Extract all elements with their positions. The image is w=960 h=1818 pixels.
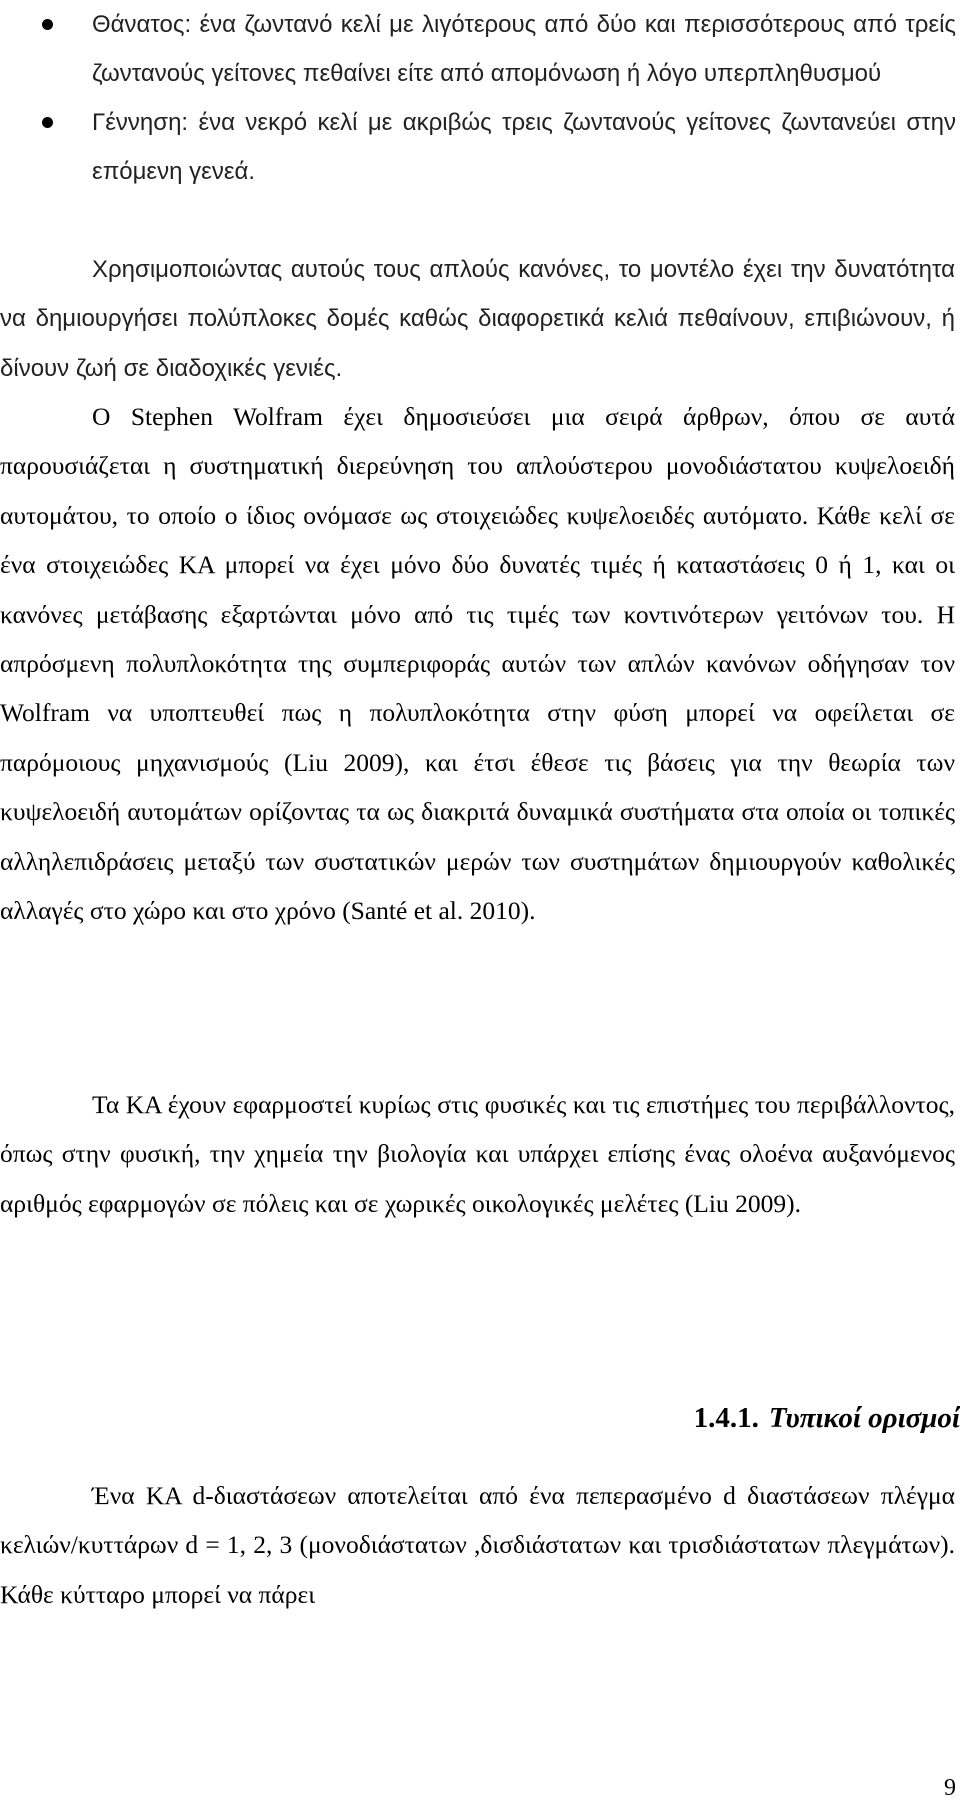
section-heading [694, 1398, 960, 1438]
page-number: 9 [944, 1775, 956, 1801]
section-title: Τυπικοί ορισμοί [768, 1402, 960, 1434]
paragraph-rules-summary: Χρησιμοποιώντας αυτούς τους απλούς κανόνες, το μοντέλο έχει την δυνατότητα να δημιουργήσει πολύπλοκες δομές καθώς διαφορετικά κελιά πεθαίνουν, επιβιώνουν, ή δίνουν ζωή σε διαδοχικές γενιές. [0, 256, 955, 382]
paragraph-wolfram: Ο Stephen Wolfram έχει δημοσιεύσει μια σειρά άρθρων, όπου σε αυτά παρουσιάζεται η συστηματική διερεύνηση του απλούστερου μονοδιάστατου κυψελοειδή αυτομάτου, το οποίο ο ίδιος ονόμασε ως στοιχειώδες κυψελοειδές αυτόματο. Κάθε κελί σε ένα στοιχειώδες ΚΑ μπορεί να έχει μόνο δύο δυνατές τιμές ή καταστάσεις 0 ή 1, και οι κανόνες μετάβασης εξαρτώνται μόνο από τις τιμές των κοντινότερων γειτόνων του. Η απρόσμενη πολυπλοκότητα της συμπεριφοράς αυτών των απλών κανόνων οδήγησαν τον Wolfram να υποπτευθεί πως η πολυπλοκότητα στην φύση μπορεί να οφείλεται σε παρόμοιους μηχανισμούς (Liu 2009), και έτσι έθεσε τις βάσεις για την θεωρία των κυψελοειδή αυτομάτων ορίζοντας τα ως διακριτά δυναμικά συστήματα στα οποία οι τοπικές αλληλεπιδράσεις μεταξύ των συστατικών μερών των συστημάτων δημιουργούν καθολικές αλλαγές στο χώρο και στο χρόνο (Santé et al. 2010). [0, 402, 955, 926]
bullet-icon [42, 19, 53, 30]
bullet-text: Γέννηση: ένα νεκρό κελί με ακριβώς τρεις ζωντανούς γείτονες ζωντανεύει στην επόμενη γενεά. [92, 109, 956, 185]
bullet-item-birth [0, 98, 960, 196]
bullet-text: Θάνατος: ένα ζωντανό κελί με λιγότερους από δύο και περισσότερους από τρείς ζωντανούς γείτονες πεθαίνει είτε από απομόνωση ή λόγο υπερπληθυσμού [92, 11, 956, 87]
paragraph-applications: Τα ΚΑ έχουν εφαρμοστεί κυρίως στις φυσικές και τις επιστήμες του περιβάλλοντος, όπως στην φυσική, την χημεία την βιολογία και υπάρχει επίσης ένας ολοένα αυξανόμενος αριθμός εφαρμογών σε πόλεις και σε χωρικές οικολογικές μελέτες (Liu 2009). [0, 1090, 955, 1218]
bullet-item-death [0, 0, 960, 98]
section-number: 1.4.1. [693, 1402, 759, 1434]
bullet-icon [42, 117, 53, 128]
bullet-list [0, 0, 960, 196]
paragraph-definition: Ένα ΚΑ d-διαστάσεων αποτελείται από ένα πεπερασμένο d διαστάσεων πλέγμα κελιών/κυττάρων d = 1, 2, 3 (μονοδιάστατων ,δισδιάστατων και τρισδιάστατων πλεγμάτων). Κάθε κύτταρο μπορεί να πάρει [0, 1481, 955, 1609]
